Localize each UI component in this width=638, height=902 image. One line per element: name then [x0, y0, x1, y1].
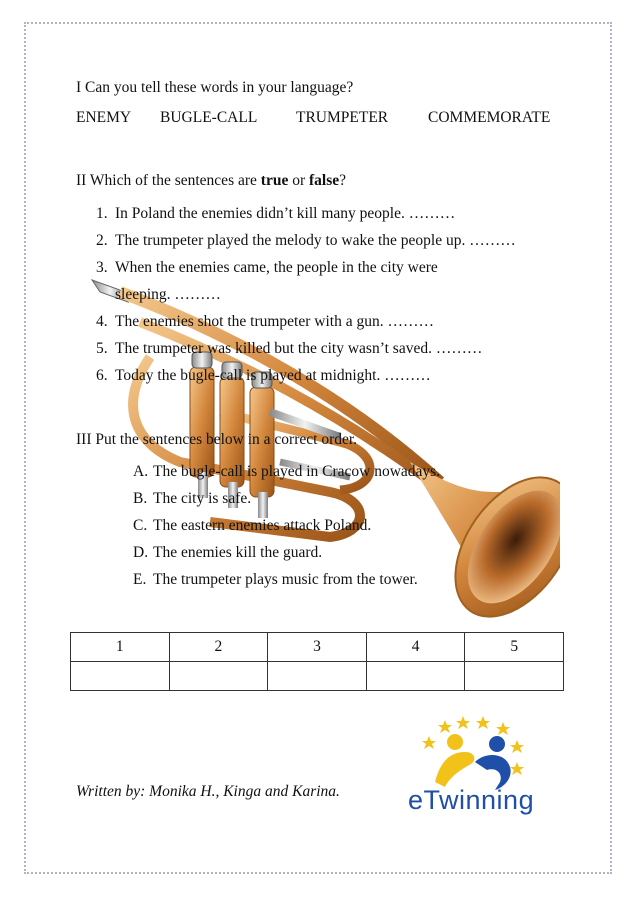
order-item-letter: D.: [133, 544, 149, 561]
answer-cell[interactable]: [366, 662, 465, 691]
order-number-cell: 5: [465, 633, 564, 662]
order-number-cell: 1: [71, 633, 170, 662]
vocab-word: TRUMPETER: [296, 109, 389, 126]
order-item-text: The bugle-call is played in Cracow nowadays.: [153, 463, 441, 480]
answer-cell[interactable]: [169, 662, 268, 691]
answer-cell[interactable]: [71, 662, 170, 691]
true-word: true: [260, 172, 289, 189]
order-item-text: The trumpeter plays music from the tower.: [153, 571, 418, 588]
order-item-letter: E.: [133, 571, 147, 588]
vocab-word: COMMEMORATE: [428, 109, 551, 126]
answer-cell[interactable]: [268, 662, 367, 691]
table-answer-row: [71, 662, 564, 691]
list-item-number: 3.: [96, 259, 108, 276]
statement-text: In Poland the enemies didn’t kill many people. ………: [115, 205, 456, 222]
statement-text: The enemies shot the trumpeter with a gun. ………: [115, 313, 434, 330]
section3-title: III Put the sentences below in a correct order.: [76, 431, 358, 448]
list-item-number: 6.: [96, 367, 108, 384]
statement-text: The trumpeter was killed but the city wasn’t saved. ………: [115, 340, 483, 357]
order-item-text: The enemies kill the guard.: [153, 544, 323, 561]
order-answer-table: [70, 632, 564, 691]
list-item-number: 1.: [96, 205, 108, 222]
order-number-cell: 3: [268, 633, 367, 662]
order-item-text: The eastern enemies attack Poland.: [153, 517, 372, 534]
order-item-text: The city is safe.: [153, 490, 252, 507]
vocab-word: BUGLE-CALL: [160, 109, 258, 126]
etwinning-logo-text: eTwinning: [408, 785, 535, 815]
table-header-row: [71, 633, 564, 662]
statement-text: The trumpeter played the melody to wake the people up. ………: [115, 232, 516, 249]
vocab-word: ENEMY: [76, 109, 132, 126]
order-number-cell: 2: [169, 633, 268, 662]
section2-title: II Which of the sentences are true or false?: [76, 172, 347, 189]
statement-text: When the enemies came, the people in the city were: [115, 259, 438, 276]
order-item-letter: A.: [133, 463, 149, 480]
statement-text: Today the bugle-call is played at midnight. ………: [115, 367, 431, 384]
list-item-number: 5.: [96, 340, 108, 357]
section1-title: I Can you tell these words in your language?: [76, 79, 354, 96]
authors-credit: Written by: Monika H., Kinga and Karina.: [76, 783, 340, 800]
order-number-cell: 4: [366, 633, 465, 662]
list-item-number: 2.: [96, 232, 108, 249]
false-word: false: [309, 172, 340, 189]
answer-cell[interactable]: [465, 662, 564, 691]
list-item-number: 4.: [96, 313, 108, 330]
statement-text-continued: sleeping. ………: [115, 286, 221, 303]
order-item-letter: C.: [133, 517, 148, 534]
order-item-letter: B.: [133, 490, 148, 507]
